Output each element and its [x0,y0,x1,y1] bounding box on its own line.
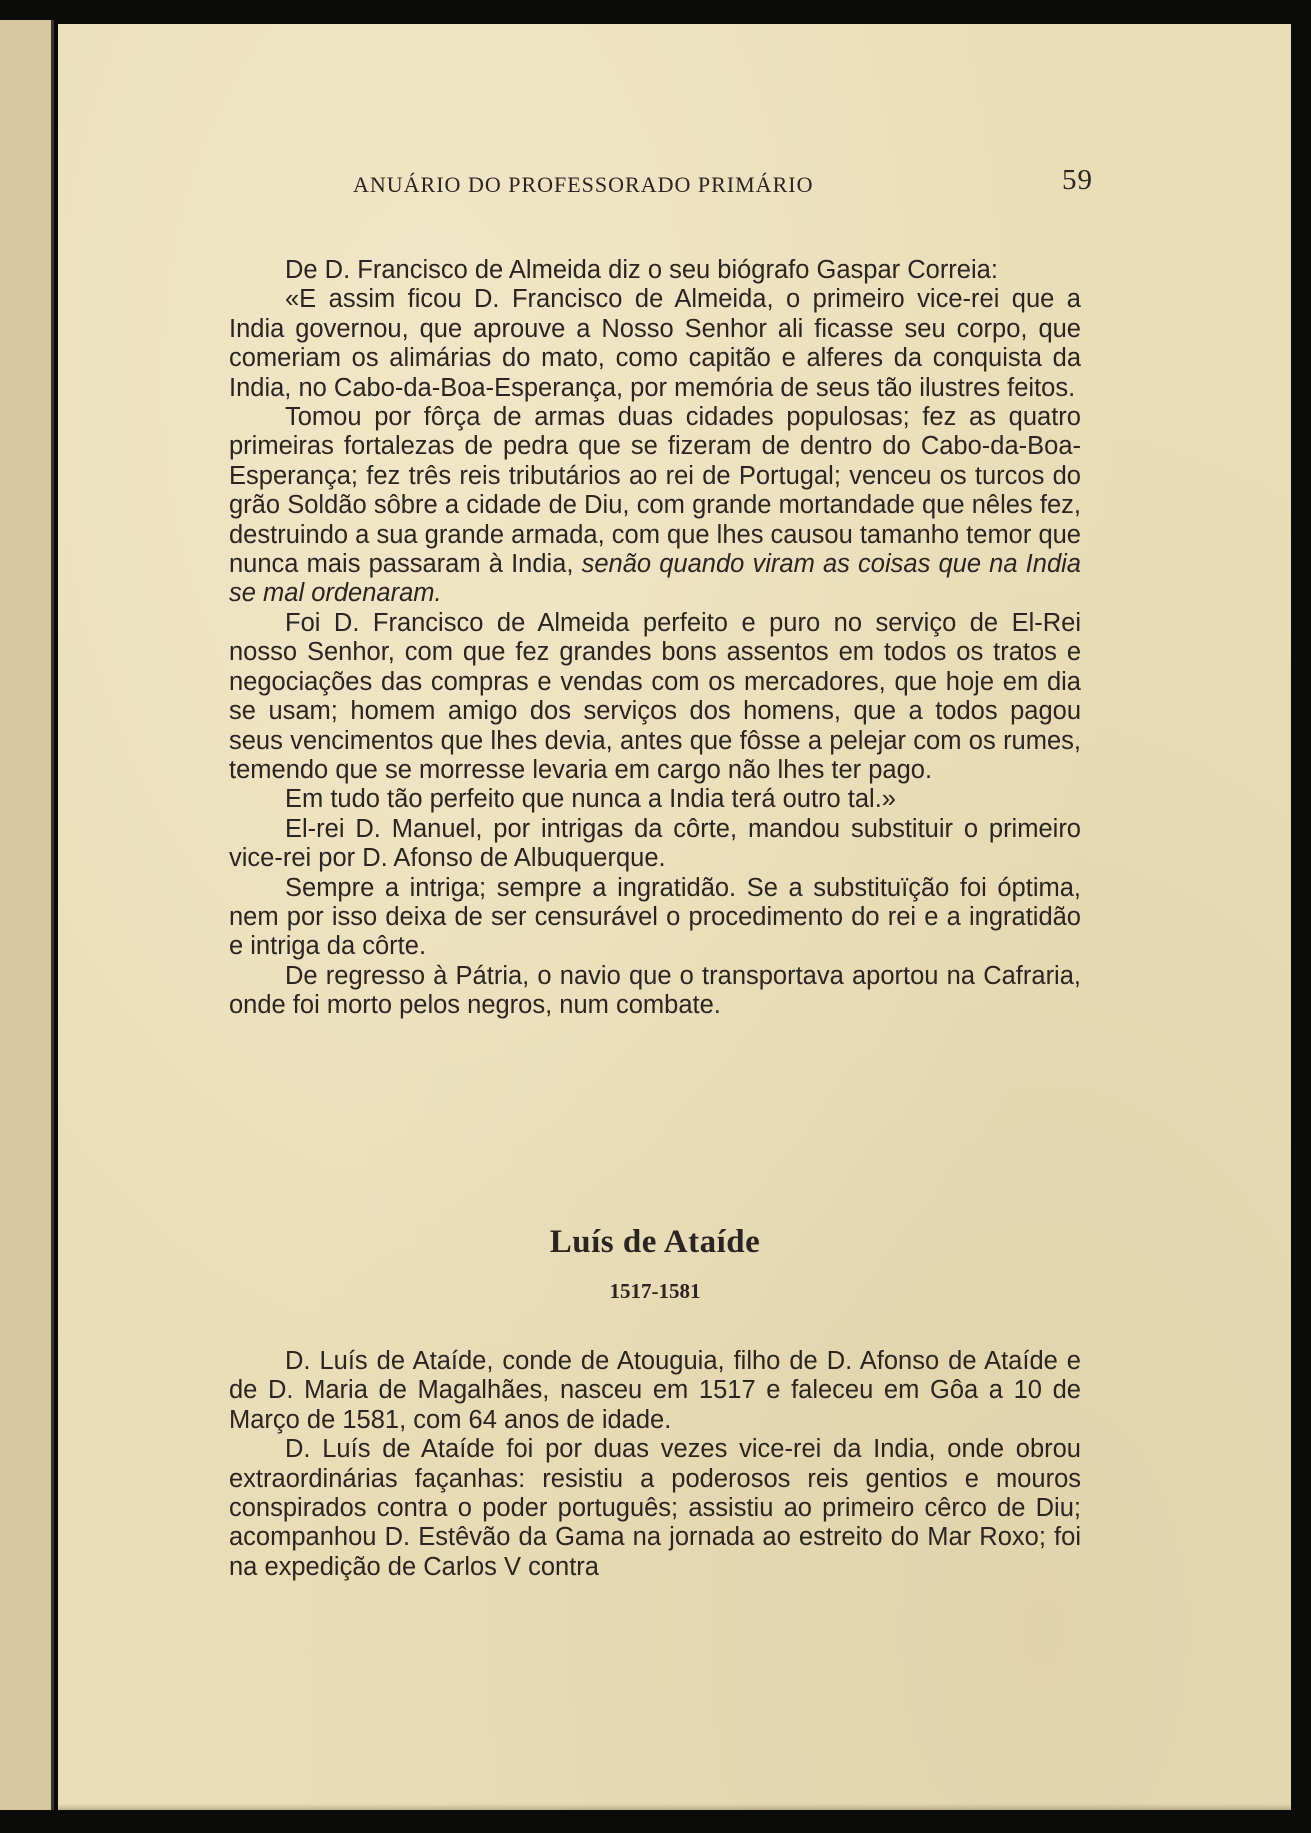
paragraph [229,403,1081,609]
paragraph: «E assim ficou D. Francisco de Almeida, o primeiro vice-rei que a India governou, que aprouve a Nosso Senhor ali ficasse seu corpo, que comeriam os alimárias do mato, como capitão e alferes da conquista da India, no Cabo-da-Boa-Esperança, por memória de seus tão ilustres feitos. [229,285,1081,402]
paragraph: D. Luís de Ataíde foi por duas vezes vice-rei da India, onde obrou extraordinárias façanhas: resistiu a poderosos reis gentios e mouros conspirados contra o poder português; assistiu ao primeiro cêrco de Diu; acompanhou D. Estêvão da Gama na jornada ao estreito do Mar Roxo; foi na expedição de Carlos V contra [229,1435,1081,1581]
page-number: 59 [1062,164,1093,196]
almeida-text [229,256,1081,1021]
page-shadow [58,1804,1291,1810]
paragraph: De regresso à Pátria, o navio que o transportava aportou na Cafraria, onde foi morto pelos negros, num combate. [229,961,1081,1020]
paragraph: Foi D. Francisco de Almeida perfeito e puro no serviço de El-Rei nosso Senhor, com que fez grandes bons assentos em todos os tratos e negociações das compras e vendas com os mercadores, que hoje em dia se usam; homem amigo dos serviços dos homens, que a todos pagou seus vencimentos que lhes devia, antes que fôsse a pelejar com os rumes, temendo que se morresse levaria em cargo não lhes ter pago. [229,608,1081,784]
paragraph: El-rei D. Manuel, por intrigas da côrte, mandou substituir o primeiro vice-rei por D. Afonso de Albuquerque. [229,814,1081,873]
paragraph-text: Tomou por fôrça de armas duas cidades populosas; fez as quatro primeiras fortalezas de pedra que se fizeram de dentro do Cabo-da-Boa-Esperança; fez três reis tributários ao rei de Portugal; venceu os turcos do grão Soldão sôbre a cidade de Diu, com grande mortandade que nêles fez, destruindo a sua grande armada, com que lhes causou tamanho temor que nunca mais passaram à India, [229,403,1081,579]
book-page [58,24,1291,1810]
italic-quote: senão quando viram as coisas que na India se mal ordenaram. [229,550,1081,608]
paragraph: Sempre a intriga; sempre a ingratidão. Se a substituïção foi óptima, nem por isso deixa de ser censurável o procedimento do rei e a ingratidão e intriga da côrte. [229,873,1081,961]
previous-page-edge [0,20,54,1810]
section-dates: 1517-1581 [609,1279,701,1303]
running-title: ANUÁRIO DO PROFESSORADO PRIMÁRIO [353,172,814,197]
ataide-text [229,1347,1081,1582]
paragraph: De D. Francisco de Almeida diz o seu biógrafo Gaspar Correia: [285,256,998,284]
section-title: Luís de Ataíde [549,1224,761,1260]
paragraph: D. Luís de Ataíde, conde de Atouguia, filho de D. Afonso de Ataíde e de D. Maria de Magalhães, nasceu em 1517 e faleceu em Gôa a 10 de Março de 1581, com 64 anos de idade. [229,1347,1081,1434]
paragraph: Em tudo tão perfeito que nunca a India terá outro tal.» [285,785,896,814]
running-head [353,164,1093,204]
